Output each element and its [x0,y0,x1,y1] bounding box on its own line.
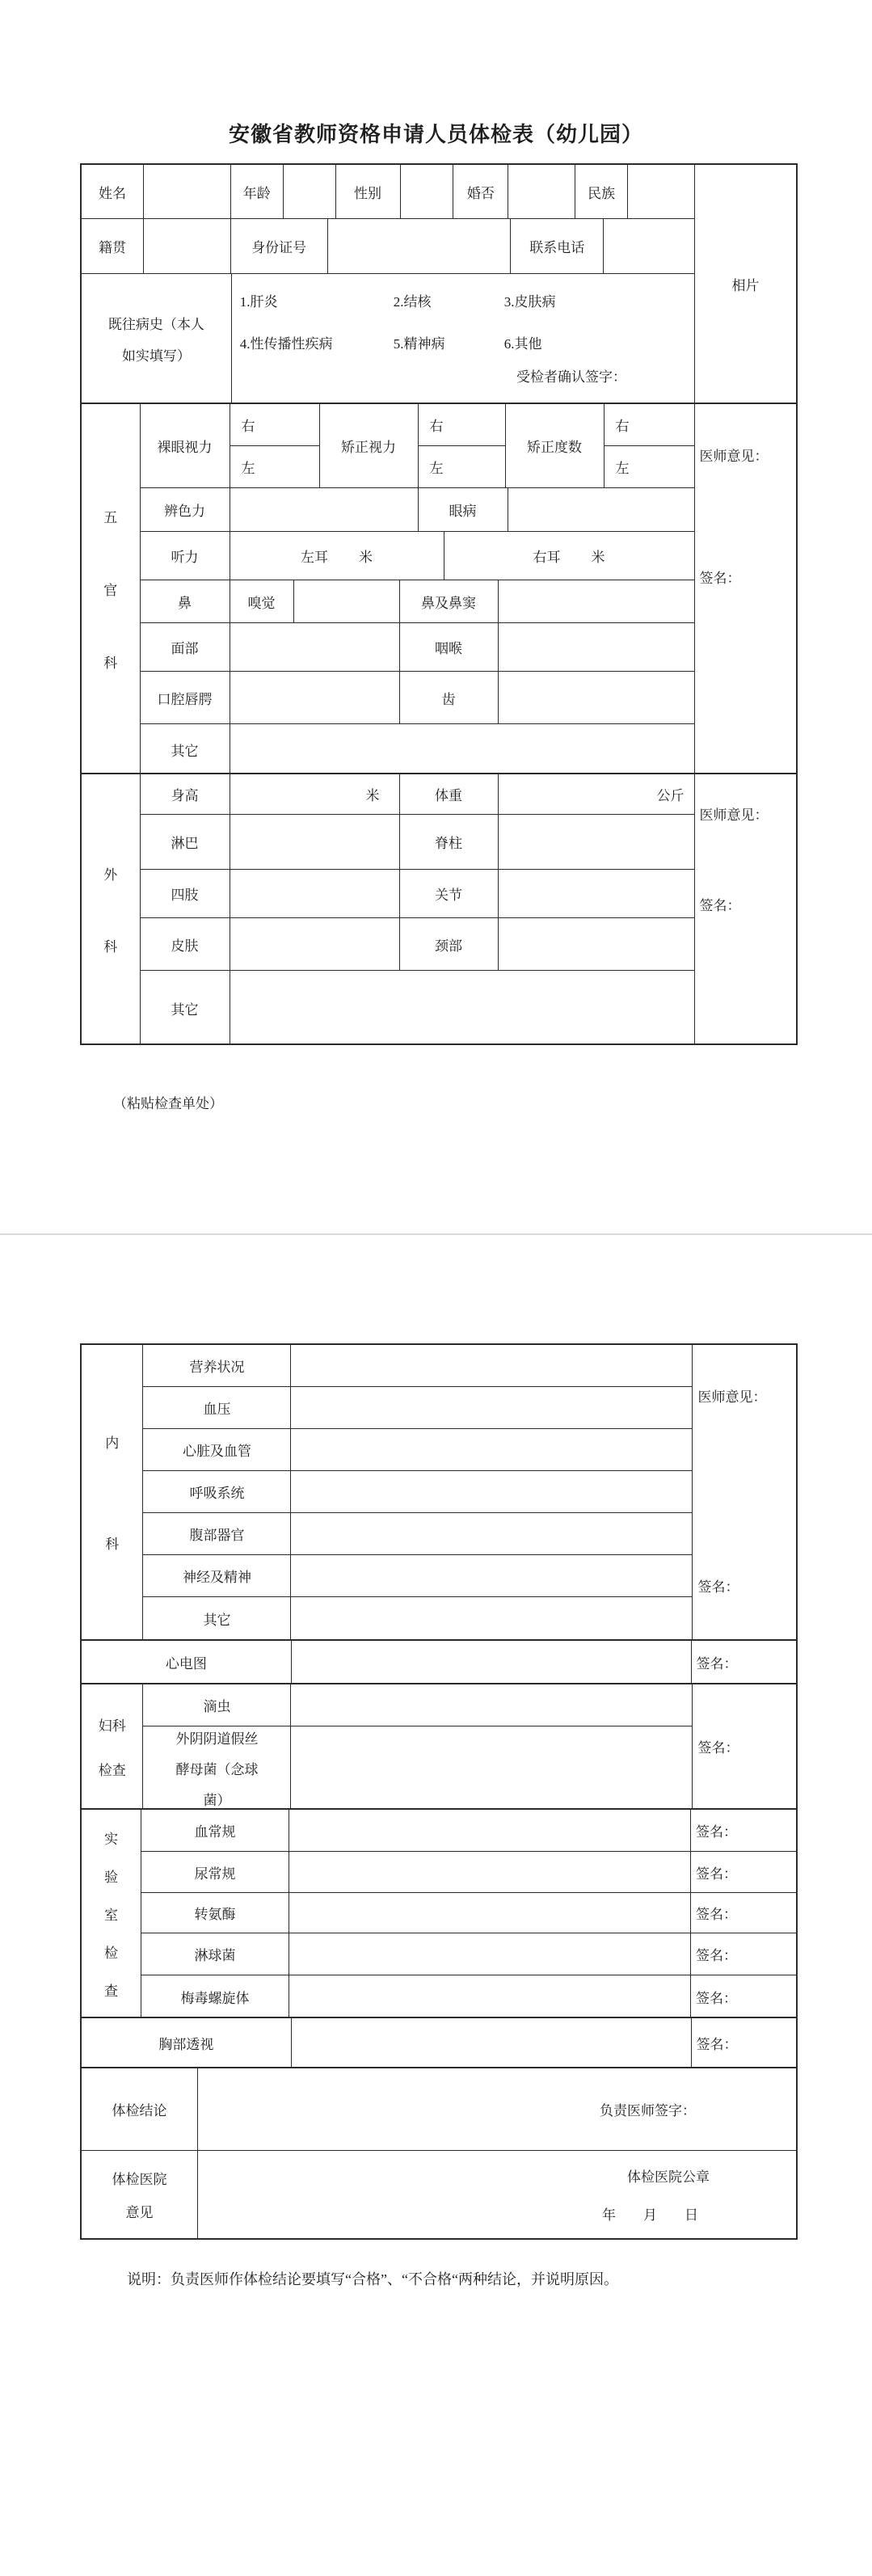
surgery-other-value [230,971,694,1045]
spine-value [499,815,694,869]
surgery-section-label [82,774,141,1043]
laboratory-section [82,1808,796,2017]
teeth-label: 齿 [400,672,499,723]
corrected-vision-values [419,404,506,487]
surgery-sign-label: 签名： [699,898,741,913]
urine-routine-label: 尿常规 [141,1852,289,1892]
phone-label: 联系电话 [511,219,604,273]
urine-routine-sign-label: 签名： [696,1866,737,1882]
lab-char-1: 实 [104,1831,118,1847]
internal-section-label [82,1345,143,1639]
marital-label: 婚否 [453,165,508,218]
row-nutrition [143,1345,693,1387]
row-gonococcus [141,1933,796,1975]
syphilis-label: 梅毒螺旋体 [141,1975,289,2018]
naked-vision-left: 左 [241,461,255,476]
weight-unit: 公斤 [656,788,685,803]
exam-table-internal [80,1343,798,2240]
ethnicity-label: 民族 [575,165,628,218]
teeth-value [499,672,694,723]
surgery-section [82,773,796,1043]
transaminase-sign-label: 签名： [696,1907,737,1922]
ent-other-value [230,724,694,774]
corrected-vision-left: 左 [429,461,444,476]
trichomonas-label: 滴虫 [143,1684,291,1726]
history-item-std: 4.性传播性疾病 [239,336,333,352]
row-trichomonas [143,1684,693,1726]
gonococcus-value [289,1933,691,1975]
history-content [232,274,694,403]
gynecology-label-line1: 妇科 [98,1718,126,1734]
history-line-1 [232,290,694,310]
hospital-opinion-label-line1: 体检医院 [112,2172,167,2187]
naked-vision-label: 裸眼视力 [141,404,230,487]
oral-label: 口腔唇腭 [141,672,230,723]
surgery-char-2: 科 [103,938,118,955]
row-name [82,165,694,219]
row-internal-other [143,1597,693,1639]
blood-routine-label: 血常规 [141,1810,289,1851]
syphilis-value [289,1975,691,2018]
skin-label: 皮肤 [141,918,230,970]
row-hospital-opinion [82,2150,796,2238]
ecg-label: 心电图 [82,1641,292,1683]
throat-label: 咽喉 [400,623,499,671]
hearing-left-ear [230,532,444,580]
paste-checklist-note: （粘贴检查单处） [113,1096,223,1111]
oral-value [230,672,400,723]
ent-section [82,403,796,773]
naked-vision-right: 右 [230,404,319,446]
throat-value [499,623,694,671]
ent-doctor-opinion-label: 医师意见： [699,449,769,464]
limbs-label: 四肢 [141,870,230,917]
respiratory-value [291,1471,693,1512]
candida-label-line2: 酵母菌（念球 [175,1762,259,1777]
urine-routine-value [289,1852,691,1892]
candida-label [143,1726,291,1810]
blood-routine-value [289,1810,691,1851]
chest-xray-sign-label: 签名： [696,2036,738,2052]
gynecology-section [82,1683,796,1808]
lab-char-5: 查 [104,1983,118,1999]
name-label: 姓名 [82,165,144,218]
row-limbs-joints [141,870,694,918]
chest-xray-value [292,2018,692,2067]
ecg-value [292,1641,692,1683]
responsible-doctor-sign-label: 负责医师签字： [600,2103,696,2119]
row-ent-other [141,724,694,774]
exam-table-basic [80,163,798,1045]
neuro-label: 神经及精神 [143,1555,291,1596]
ent-char-3: 科 [103,655,118,671]
eye-disease-value [508,488,694,531]
photo-placeholder: 相片 [731,277,760,293]
chest-xray-label: 胸部透视 [82,2018,292,2067]
name-value [144,165,231,218]
surgery-char-1: 外 [103,866,118,883]
history-item-hepatitis: 1.肝炎 [239,294,278,310]
row-hearing [141,532,694,580]
gynecology-rows [143,1684,693,1808]
internal-char-1: 内 [105,1436,120,1451]
ent-char-1: 五 [103,509,118,525]
conclusion-label: 体检结论 [82,2068,198,2150]
row-respiratory [143,1471,693,1513]
height-label: 身高 [141,774,230,814]
hearing-label: 听力 [141,532,230,580]
respiratory-label: 呼吸系统 [143,1471,291,1512]
history-item-skin: 3.皮肤病 [503,294,556,310]
abdominal-label: 腹部器官 [143,1513,291,1554]
internal-sign-label: 签名： [697,1579,739,1595]
row-skin-neck [141,918,694,971]
weight-label: 体重 [400,774,499,814]
history-label-line1: 既往病史（本人 [107,316,204,332]
joints-value [499,870,694,917]
nose-sinus-label: 鼻及鼻窦 [400,580,499,622]
color-vision-label: 辨色力 [141,488,230,531]
row-medical-history [82,274,694,403]
lab-char-4: 检 [104,1945,118,1961]
limbs-value [230,870,400,917]
id-number-label: 身份证号 [231,219,328,273]
row-color-vision [141,488,694,532]
form-page-2 [0,1343,872,2576]
naked-vision-values [230,404,320,487]
row-surgery-other [141,971,694,1045]
corrected-degree-label: 矫正度数 [506,404,605,487]
nutrition-label: 营养状况 [143,1345,291,1386]
gynecology-sign-label: 签名： [697,1740,739,1756]
joints-label: 关节 [400,870,499,917]
hospital-seal-label: 体检医院公章 [627,2169,710,2185]
corrected-vision-label: 矫正视力 [320,404,419,487]
form-page-1 [0,0,872,1233]
neck-label: 颈部 [400,918,499,970]
row-transaminase [141,1893,796,1933]
candida-value [291,1726,693,1810]
basic-info-section [82,165,796,403]
row-vision [141,404,694,488]
sex-label: 性别 [336,165,401,218]
row-oral [141,672,694,724]
eye-disease-label: 眼病 [419,488,508,531]
page-divider [0,1233,872,1235]
trichomonas-value [291,1684,693,1726]
neuro-value [291,1555,693,1596]
page-title: 安徽省教师资格申请人员体检表（幼儿园） [228,123,643,146]
smell-label: 嗅觉 [230,580,294,622]
row-ecg [82,1639,796,1683]
surgery-rows [141,774,694,1043]
blood-routine-sign-label: 签名： [696,1824,737,1840]
history-label-line2: 如实填写） [121,348,191,364]
history-item-other: 6.其他 [503,336,542,352]
corrected-degree-left: 左 [615,461,630,476]
blood-pressure-value [291,1387,693,1428]
right-ear-label: 右耳 [533,550,561,565]
conclusion-content [198,2068,796,2150]
gynecology-sign-col [693,1684,796,1808]
gonococcus-sign-label: 签名： [696,1948,737,1963]
phone-value [604,219,694,273]
id-number-value [328,219,512,273]
surgery-doctor-col [694,774,797,1043]
abdominal-value [291,1513,693,1554]
skin-value [230,918,400,970]
hospital-opinion-content [198,2151,796,2238]
heart-vessels-label: 心脏及血管 [143,1429,291,1470]
nose-label: 鼻 [141,580,230,622]
row-syphilis [141,1975,796,2018]
row-abdominal [143,1513,693,1555]
basic-info-rows [82,165,695,403]
internal-char-2: 科 [105,1537,120,1552]
history-line-2 [232,332,694,352]
footer-note: 说明：负责医师作体检结论要填写“合格”、“不合格“两种结论，并说明原因。 [127,2271,618,2287]
age-value [284,165,336,218]
syphilis-sign-label: 签名： [696,1991,737,2006]
internal-doctor-opinion-label: 医师意见： [697,1389,767,1405]
right-ear-unit: 米 [591,550,605,565]
row-conclusion [82,2067,796,2150]
ent-other-label: 其它 [141,724,230,774]
gynecology-label-line2: 检查 [98,1762,126,1778]
hospital-opinion-label [82,2151,198,2238]
internal-section [82,1345,796,1639]
internal-doctor-col [693,1345,796,1639]
transaminase-value [289,1893,691,1933]
left-ear-label: 左耳 [301,550,328,565]
history-item-mental: 5.精神病 [393,336,445,352]
lab-char-3: 室 [104,1907,118,1923]
color-vision-value [230,488,419,531]
row-blood-routine [141,1810,796,1852]
row-origin [82,219,694,274]
ent-doctor-col [694,404,797,773]
age-label: 年龄 [231,165,284,218]
internal-other-label: 其它 [143,1597,291,1639]
gonococcus-label: 淋球菌 [141,1933,289,1975]
corrected-degree-right: 右 [605,404,694,446]
surgery-doctor-opinion-label: 医师意见： [699,807,769,823]
candida-label-line3: 菌） [203,1793,231,1808]
laboratory-section-label [82,1810,141,2017]
origin-label: 籍贯 [82,219,144,273]
ethnicity-value [628,165,694,218]
corrected-degree-values [605,404,694,487]
face-label: 面部 [141,623,230,671]
row-urine-routine [141,1852,796,1893]
history-item-tb: 2.结核 [393,294,432,310]
corrected-vision-right: 右 [419,404,505,446]
internal-other-value [291,1597,693,1639]
transaminase-label: 转氨酶 [141,1893,289,1933]
row-chest-xray [82,2017,796,2067]
heart-vessels-value [291,1429,693,1470]
internal-rows [143,1345,693,1639]
examinee-confirm-sign-label: 受检者确认签字： [516,369,626,385]
row-candida [143,1726,693,1810]
height-unit: 米 [365,788,380,803]
hearing-right-ear [444,532,694,580]
blood-pressure-label: 血压 [143,1387,291,1428]
origin-value [144,219,231,273]
face-value [230,623,400,671]
marital-value [508,165,575,218]
ent-char-2: 官 [103,582,118,598]
weight-value [499,774,694,814]
row-neuro [143,1555,693,1597]
surgery-other-label: 其它 [141,971,230,1045]
neck-value [499,918,694,970]
row-lymph-spine [141,815,694,870]
row-nose [141,580,694,623]
row-blood-pressure [143,1387,693,1429]
row-height-weight [141,774,694,815]
hospital-opinion-label-line2: 意见 [125,2205,154,2220]
smell-value [294,580,400,622]
ecg-sign-label: 签名： [696,1655,738,1672]
gynecology-section-label [82,1684,143,1808]
lab-char-2: 验 [104,1869,118,1885]
ent-rows [141,404,694,773]
row-face [141,623,694,672]
hospital-date-label: 年 月 日 [602,2207,698,2223]
ent-sign-label: 签名： [699,571,741,586]
ent-section-label [82,404,141,773]
sex-value [401,165,454,218]
nutrition-value [291,1345,693,1386]
candida-label-line1: 外阴阴道假丝 [175,1731,259,1747]
left-ear-unit: 米 [359,550,373,565]
lymph-label: 淋巴 [141,815,230,869]
nose-sinus-value [499,580,694,622]
height-value [230,774,400,814]
lymph-value [230,815,400,869]
spine-label: 脊柱 [400,815,499,869]
row-heart-vessels [143,1429,693,1471]
laboratory-rows [141,1810,796,2017]
history-label [82,274,232,403]
